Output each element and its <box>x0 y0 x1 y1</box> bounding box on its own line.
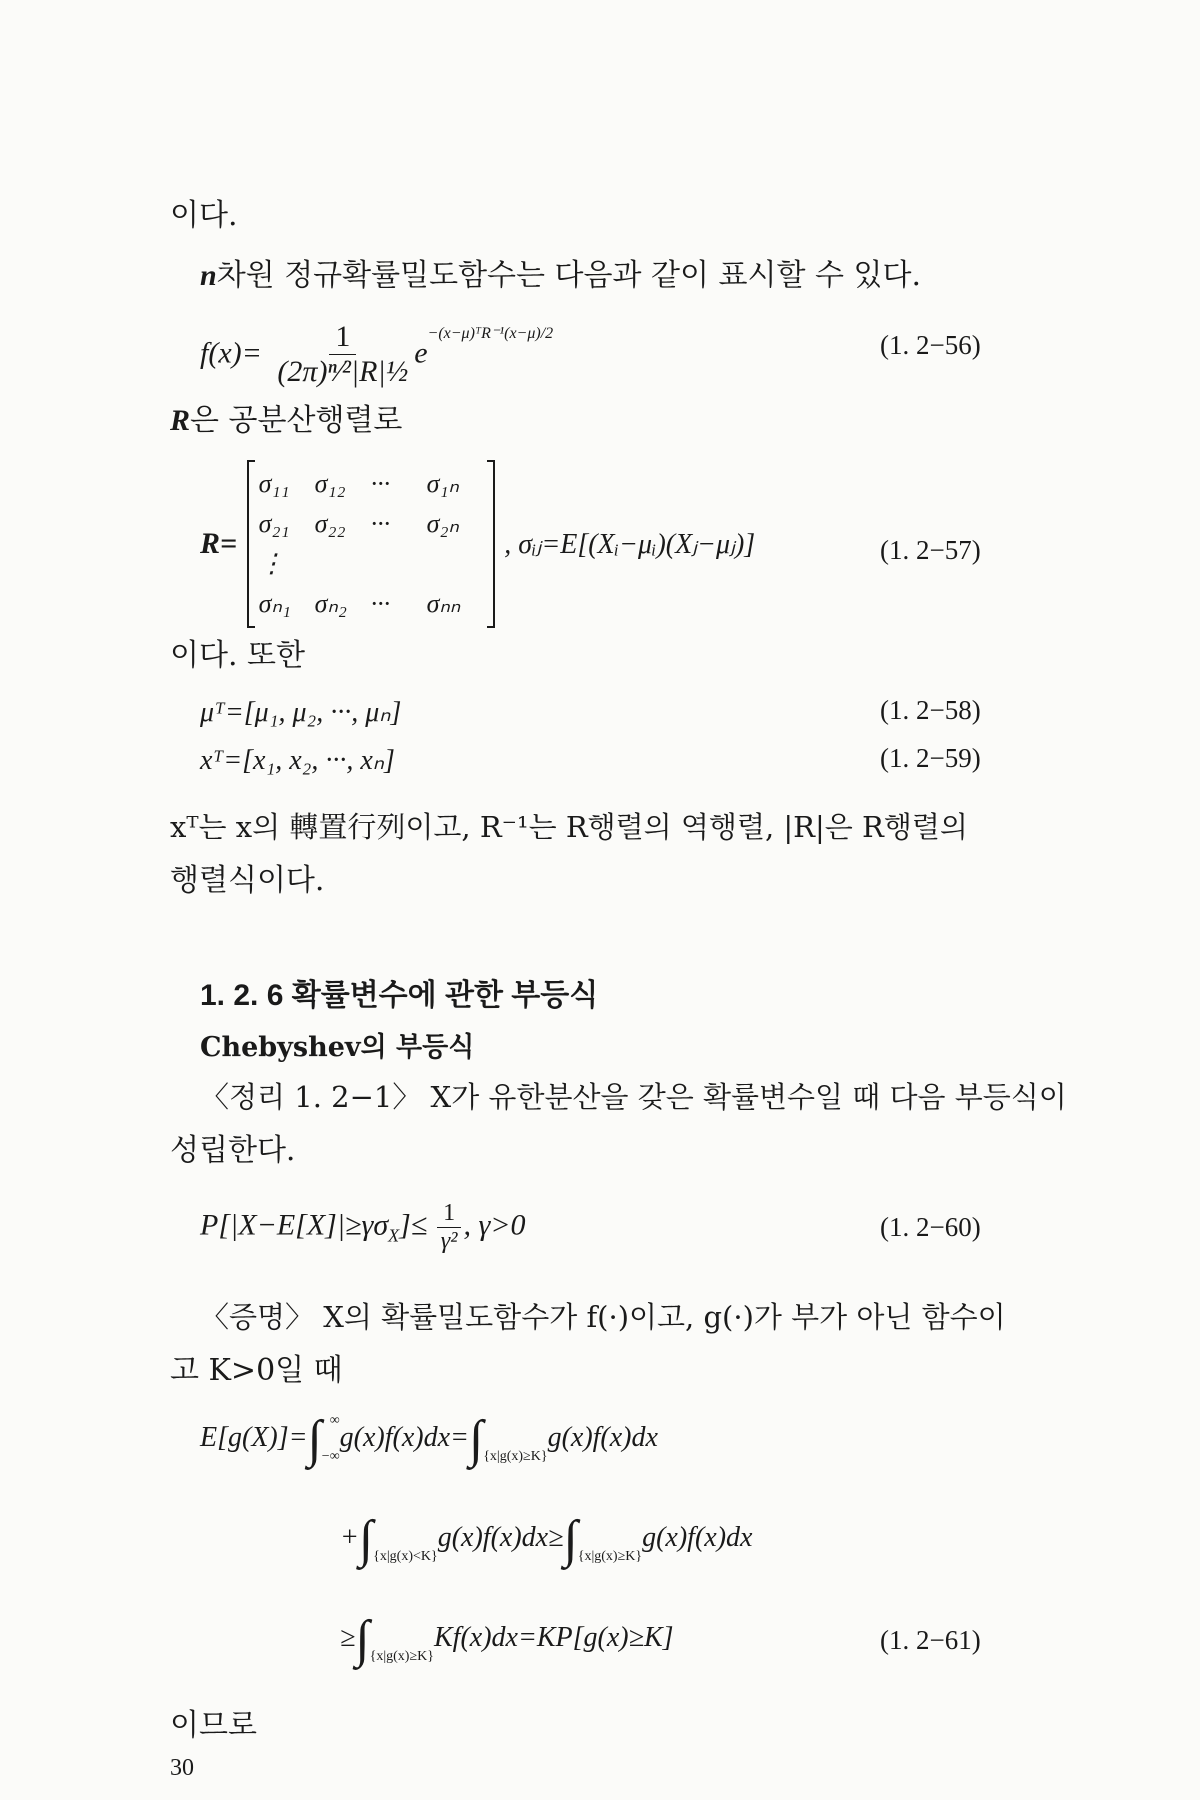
matrix-row <box>259 464 483 504</box>
integral-sign: ∫ <box>358 1511 374 1568</box>
equation-1-2-60 <box>200 1200 526 1255</box>
theorem-text: 〈정리 1. 2−1〉 X가 유한분산을 갖은 확률변수일 때 다음 부등식이 <box>200 1080 1067 1114</box>
paragraph-text <box>170 395 402 439</box>
fraction-numerator: 1 <box>329 320 356 355</box>
integral-domain: {x|g(x)≥K} <box>577 1548 643 1564</box>
equation-1-2-56 <box>200 320 553 389</box>
theorem-text: 성립한다. <box>170 1133 296 1168</box>
paragraph-text <box>200 250 921 294</box>
paragraph-text: xᵀ는 x의 轉置行列이고, R⁻¹는 R행렬의 역행렬, |R|은 R행렬의 <box>170 810 968 844</box>
matrix-cell: ··· <box>370 509 391 538</box>
integral-domain: {x|g(x)≥K} <box>369 1648 434 1664</box>
equation-number: (1. 2−58) <box>880 695 981 725</box>
integral-domain: {x|g(x)<K} <box>373 1548 438 1564</box>
paragraph-text: 차원 정규확률밀도함수는 다음과 같이 표시할 수 있다. <box>216 258 921 293</box>
paragraph-text: 행렬식이다. <box>170 863 325 898</box>
matrix-cell: σ₁ₙ <box>426 469 459 498</box>
subheading: Chebyshev의 부등식 <box>200 1032 475 1063</box>
fraction-denominator: (2π)ⁿ⁄²|R|½ <box>277 355 409 388</box>
matrix-row <box>259 544 483 584</box>
equation-operator: + <box>340 1521 359 1553</box>
equation-1-2-59: xᵀ=[x₁, x₂, ···, xₙ] <box>200 745 395 776</box>
matrix-cell: σ₁₁ <box>258 469 290 498</box>
paragraph-text: 이다. 또한 <box>170 638 305 673</box>
integral-sign: ∫ <box>307 1411 322 1468</box>
equation-number: (1. 2−56) <box>880 330 981 360</box>
equation-number: (1. 2−57) <box>880 535 981 565</box>
exponential-base: e <box>414 336 428 370</box>
equation-1-2-58: μᵀ=[μ₁, μ₂, ···, μₙ] <box>200 697 402 728</box>
section-heading: 1. 2. 6 확률변수에 관한 부등식 <box>200 979 599 1012</box>
equation-number: (1. 2−61) <box>880 1625 981 1655</box>
fraction-numerator: 1 <box>437 1200 461 1228</box>
equation-rhs: , σᵢⱼ=E[(Xᵢ−μᵢ)(Xⱼ−μⱼ)] <box>504 529 756 560</box>
proof-text: 〈증명〉 X의 확률밀도함수가 f(·)이고, g(·)가 부가 아닌 함수이 <box>200 1300 1006 1334</box>
equation-number: (1. 2−60) <box>880 1212 981 1242</box>
proof-text: 고 K>0일 때 <box>170 1353 343 1388</box>
integrand: g(x)f(x)dx <box>642 1521 753 1553</box>
matrix-cell: σ₂₂ <box>314 509 346 538</box>
integral-lower-limit: −∞ <box>321 1448 340 1464</box>
equation-lhs: R= <box>200 527 238 560</box>
matrix-cell: ⋮ <box>258 549 285 578</box>
covariance-matrix <box>247 460 495 628</box>
matrix-cell: σ₁₂ <box>314 469 346 498</box>
matrix-cell: σₙ₁ <box>258 589 291 618</box>
fraction-denominator: γ² <box>440 1228 458 1254</box>
equation-condition: , γ>0 <box>463 1208 526 1242</box>
matrix-cell: σₙₙ <box>426 589 461 618</box>
matrix-cell: σₙ₂ <box>314 589 347 618</box>
integrand: g(x)f(x)dx≥ <box>437 1521 564 1553</box>
equation-operator: ]≤ <box>399 1208 428 1242</box>
subscript: X <box>388 1225 400 1246</box>
equation-lhs: E[g(X)]= <box>200 1421 308 1453</box>
matrix-cell: ··· <box>370 469 391 498</box>
matrix-cell: ··· <box>370 589 391 618</box>
equation-1-2-57 <box>200 460 755 628</box>
matrix-cell: σ₂ₙ <box>426 509 459 538</box>
paragraph-text: 이므로 <box>170 1708 257 1743</box>
math-variable: R <box>170 404 191 437</box>
page-number: 30 <box>170 1755 194 1781</box>
integrand: g(x)f(x)dx= <box>339 1421 469 1453</box>
equation-number: (1. 2−59) <box>880 743 981 773</box>
integrand: g(x)f(x)dx <box>547 1421 658 1453</box>
fraction <box>435 1200 464 1255</box>
equation-operator: ≥ <box>340 1621 356 1653</box>
integral-upper-limit: ∞ <box>329 1412 340 1428</box>
math-variable: n <box>200 259 217 292</box>
equation-1-2-61-line-1 <box>200 1410 658 1469</box>
equation-1-2-61-line-3 <box>340 1610 674 1669</box>
integral-sign: ∫ <box>468 1411 484 1468</box>
equation-lhs: f(x)= <box>200 336 262 370</box>
integrand: Kf(x)dx=KP[g(x)≥K] <box>434 1621 674 1653</box>
matrix-row <box>259 504 483 544</box>
equation-lhs: P[|X−E[X]|≥γσ <box>200 1208 389 1242</box>
paragraph-text: 이다. <box>170 198 238 233</box>
matrix-cell: σ₂₁ <box>258 509 290 538</box>
matrix-row <box>259 584 483 624</box>
equation-1-2-61-line-2 <box>340 1510 752 1569</box>
exponent: −(x−μ)ᵀR⁻¹(x−μ)/2 <box>427 324 554 342</box>
fraction <box>271 320 414 389</box>
integral-sign: ∫ <box>563 1511 578 1568</box>
integral-sign: ∫ <box>355 1611 370 1668</box>
paragraph-text: 은 공분산행렬로 <box>190 403 403 438</box>
integral-domain: {x|g(x)≥K} <box>483 1448 548 1464</box>
